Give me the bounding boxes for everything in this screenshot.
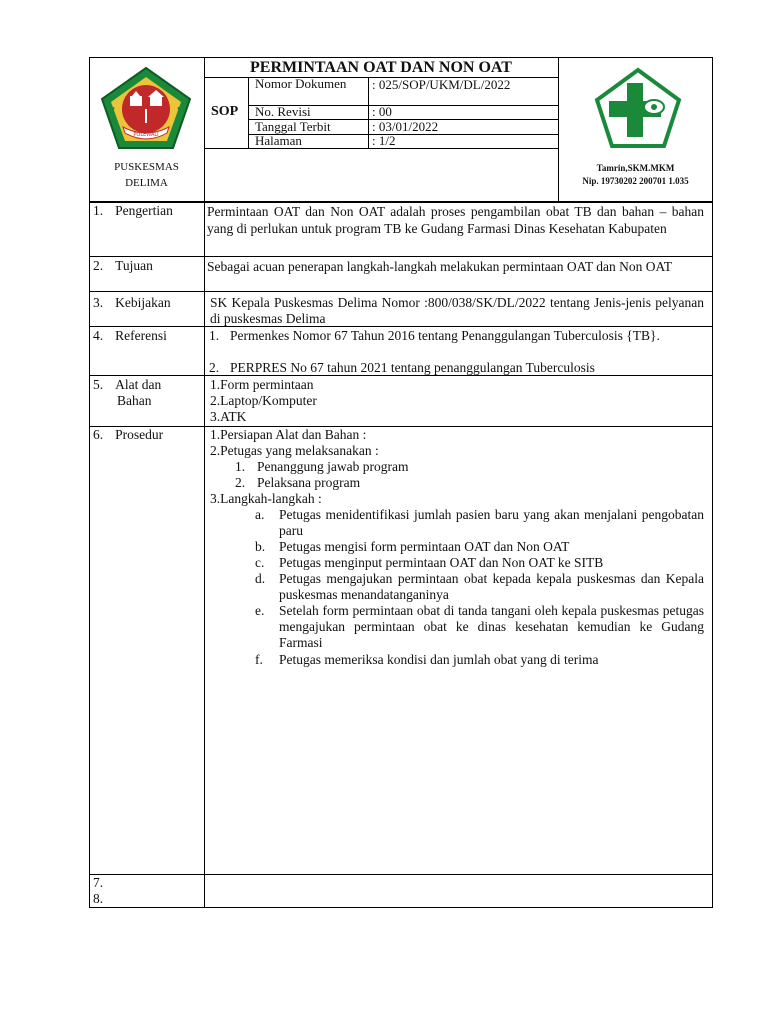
signer-nip: Nip. 19730202 200701 1.035 bbox=[582, 176, 689, 186]
section-8-number: 8. bbox=[93, 891, 104, 906]
step-3-item-a-text: Petugas menidentifikasi jumlah pasien baru yang akan menjalani pengobatan paru bbox=[279, 507, 704, 538]
meta-value-revisi: : 00 bbox=[372, 104, 392, 119]
step-2-item-2-text: Pelaksana program bbox=[257, 475, 361, 490]
section-1-text: Permintaan OAT dan Non OAT adalah proses pengambilan obat TB dan bahan – bahan yang di perlukan untuk program TB ke Gudang Farmasi Dinas Kesehatan Kabupaten bbox=[207, 204, 704, 236]
procedure-step-1: 1.Persiapan Alat dan Bahan : bbox=[210, 427, 367, 442]
step-3-item-a-num: a. bbox=[255, 507, 265, 522]
step-3-item-c-num: c. bbox=[255, 555, 265, 570]
meta-label-revisi: No. Revisi bbox=[255, 104, 311, 119]
sop-label: SOP bbox=[211, 104, 239, 119]
signer-name: Tamrin,SKM.MKM bbox=[596, 163, 675, 173]
reference-2-num: 2. bbox=[209, 360, 220, 375]
step-3-item-d-num: d. bbox=[255, 571, 266, 586]
section-6-label: 6. Prosedur bbox=[93, 427, 164, 442]
meta-value-tanggal: : 03/01/2022 bbox=[372, 119, 439, 134]
step-3-item-f-text: Petugas memeriksa kondisi dan jumlah obat yang di terima bbox=[279, 652, 599, 667]
reference-2-text: PERPRES No 67 tahun 2021 tentang penanggulangan Tuberculosis bbox=[230, 360, 595, 375]
section-3-label: 3. Kebijakan bbox=[93, 295, 171, 310]
section-2-text: Sebagai acuan penerapan langkah-langkah melakukan permintaan OAT dan Non OAT bbox=[207, 259, 672, 274]
step-3-item-b-num: b. bbox=[255, 539, 266, 554]
procedure-step-2: 2.Petugas yang melaksanakan : bbox=[210, 443, 379, 458]
sop-document bbox=[89, 57, 713, 908]
svg-text:POLEWALI: POLEWALI bbox=[133, 132, 159, 138]
section-7-number: 7. bbox=[93, 875, 104, 890]
section-5-label: 5. Alat dan bbox=[93, 377, 162, 392]
section-3-text: SK Kepala Puskesmas Delima Nomor :800/038/SK/DL/2022 tentang Jenis-jenis pelyanan di puskesmas Delima bbox=[210, 295, 704, 326]
section-5-label-line2: Bahan bbox=[117, 393, 152, 408]
meta-label-nomor: Nomor Dokumen bbox=[255, 76, 347, 91]
document-title: PERMINTAAN OAT DAN NON OAT bbox=[250, 59, 512, 76]
org-name-line1: PUSKESMAS bbox=[114, 161, 179, 173]
section-1-label: 1. Pengertian bbox=[93, 203, 173, 218]
reference-1-num: 1. bbox=[209, 328, 220, 343]
meta-label-halaman: Halaman bbox=[255, 133, 302, 148]
step-3-item-e-num: e. bbox=[255, 603, 265, 618]
step-3-item-f-num: f. bbox=[255, 652, 263, 667]
reference-1-text: Permenkes Nomor 67 Tahun 2016 tentang Penanggulangan Tuberculosis {TB}. bbox=[230, 328, 660, 343]
tool-item-3: 3.ATK bbox=[210, 409, 247, 424]
puskesmas-logo bbox=[99, 65, 193, 151]
meta-value-halaman: : 1/2 bbox=[372, 133, 396, 148]
step-2-item-1-text: Penanggung jawab program bbox=[257, 459, 409, 474]
org-name bbox=[89, 159, 204, 191]
section-4-label: 4. Referensi bbox=[93, 328, 167, 343]
step-3-item-e-text: Setelah form permintaan obat di tanda tangani oleh kepala puskesmas petugas mengajukan permintaan obat ke dinas kesehatan kemudian ke Gudang Farmasi bbox=[279, 603, 704, 650]
tool-item-2: 2.Laptop/Komputer bbox=[210, 393, 317, 408]
section-2-label: 2. Tujuan bbox=[93, 258, 153, 273]
meta-value-nomor: : 025/SOP/UKM/DL/2022 bbox=[372, 77, 511, 92]
tool-item-1: 1.Form permintaan bbox=[210, 377, 314, 392]
step-3-item-d-text: Petugas mengajukan permintaan obat kepada kepala puskesmas dan Kepala puskesmas menandatanganinya bbox=[279, 571, 704, 602]
health-cross-logo bbox=[593, 67, 683, 149]
org-name-line2: DELIMA bbox=[125, 177, 168, 189]
step-2-item-1-num: 1. bbox=[235, 459, 246, 474]
step-2-item-2-num: 2. bbox=[235, 475, 246, 490]
step-3-item-c-text: Petugas menginput permintaan OAT dan Non OAT ke SITB bbox=[279, 555, 604, 570]
step-3-item-b-text: Petugas mengisi form permintaan OAT dan Non OAT bbox=[279, 539, 570, 554]
procedure-step-3: 3.Langkah-langkah : bbox=[210, 491, 322, 506]
meta-label-tanggal: Tanggal Terbit bbox=[255, 119, 331, 134]
